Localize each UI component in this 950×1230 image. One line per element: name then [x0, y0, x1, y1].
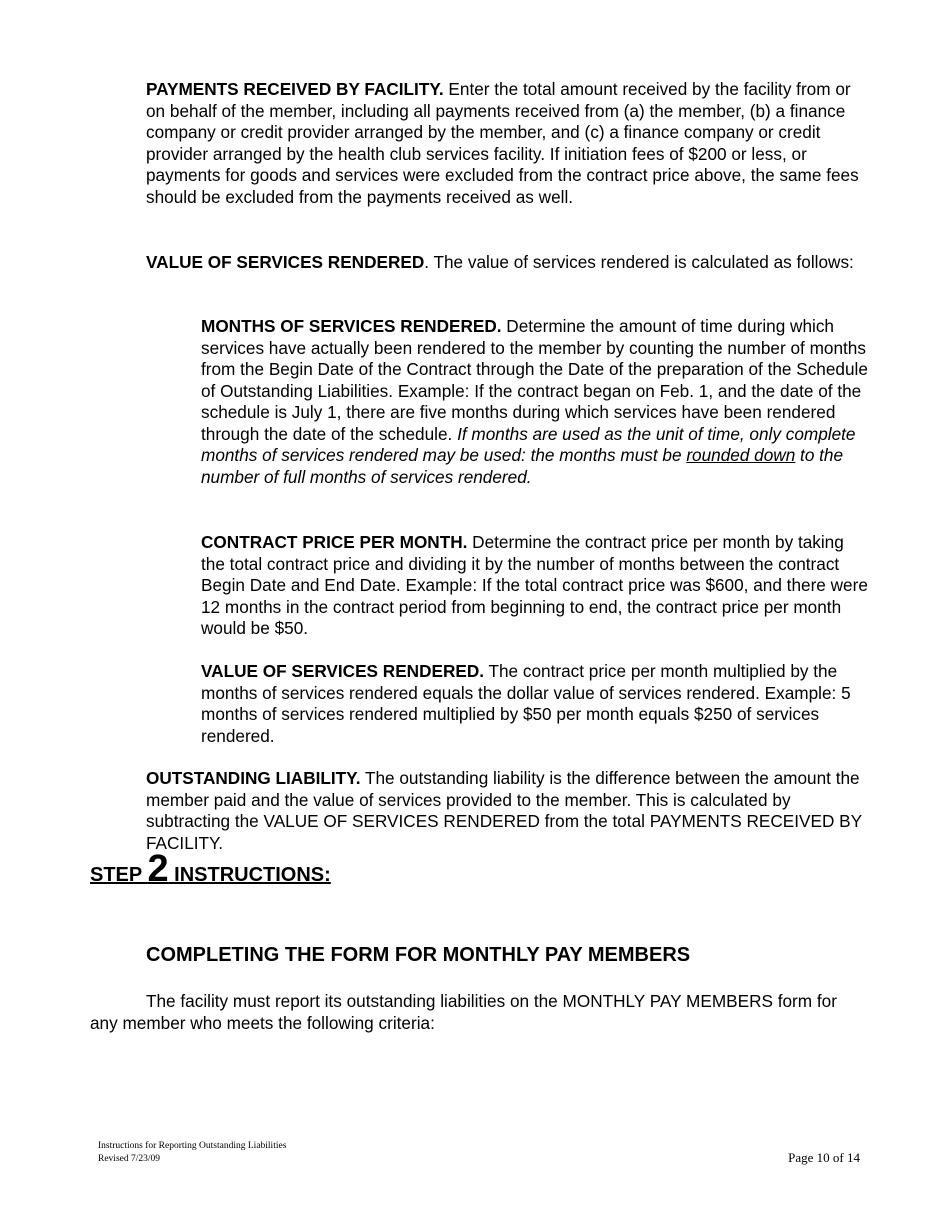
outstanding-liability-paragraph [146, 768, 870, 854]
footer-document-info [98, 1140, 286, 1165]
months-of-services-paragraph [201, 316, 869, 488]
months-of-services-heading: MONTHS OF SERVICES RENDERED. [201, 316, 502, 336]
criteria-paragraph: The facility must report its outstanding liabilities on the MONTHLY PAY MEMBERS form for any member who meets the following criteria: [90, 991, 837, 1033]
step-2-heading [90, 848, 331, 891]
contract-price-paragraph [201, 532, 869, 640]
contract-price-heading: CONTRACT PRICE PER MONTH. [201, 532, 468, 552]
outstanding-liability-heading: OUTSTANDING LIABILITY. [146, 768, 361, 788]
value-of-services-text: . The value of services rendered is calculated as follows: [424, 252, 854, 272]
payments-received-text: Enter the total amount received by the facility from or on behalf of the member, including all payments received from (a) the member, (b) a finance company or credit provider arranged by the member, and (c) a finance company or credit provider arranged by the health club services facility. If initiation fees of $200 or less, or payments for goods and services were excluded from the contract price above, the same fees should be excluded from the payments received as well. [146, 79, 859, 207]
value-of-services-paragraph [146, 252, 870, 274]
step-2-suffix: INSTRUCTIONS: [168, 864, 331, 886]
rounded-down-underline: rounded down [686, 445, 796, 465]
contract-price-text: Determine the contract price per month by taking the total contract price and dividing it by the number of months between the contract Begin Date and End Date. Example: If the total contract price was $600, and there were 12 months in the contract period from beginning to end, the contract price per month would be $50. [201, 532, 868, 638]
step-2-prefix: STEP [90, 864, 148, 886]
footer-doc-title: Instructions for Reporting Outstanding Liabilities [98, 1141, 287, 1151]
payments-received-paragraph [146, 79, 870, 208]
footer-revised-date: Revised 7/23/09 [98, 1153, 161, 1164]
step-2-number: 2 [147, 848, 169, 890]
footer-page-number: Page 10 of 14 [788, 1150, 860, 1165]
months-of-services-text: Determine the amount of time during which services have actually been rendered to the member by counting the number of months from the Begin Date of the Contract through the Date of the preparation of the Schedule of Outstanding Liabilities. Example: If the contract began on Feb. 1, and the date of the schedule is July 1, there are five months during which services have been rendered through the date of the schedule. [201, 316, 868, 444]
months-italic-text-2: to the number of full months of services rendered. [201, 445, 844, 487]
value-rendered-text: The contract price per month multiplied by the months of services rendered equals the dollar value of services rendered. Example: 5 months of services rendered multiplied by $50 per month equals $250 of services rendered. [201, 661, 851, 746]
value-rendered-paragraph [201, 661, 869, 747]
value-rendered-heading: VALUE OF SERVICES RENDERED. [201, 661, 485, 681]
outstanding-liability-text: The outstanding liability is the difference between the amount the member paid and the value of services provided to the member. This is calculated by subtracting the VALUE OF SERVICES RENDERED from the total PAYMENTS RECEIVED BY FACILITY. [146, 768, 862, 853]
monthly-pay-members-heading: COMPLETING THE FORM FOR MONTHLY PAY MEMBERS [146, 944, 691, 966]
payments-received-heading: PAYMENTS RECEIVED BY FACILITY. [146, 79, 444, 99]
value-of-services-heading: VALUE OF SERVICES RENDERED [146, 252, 425, 272]
months-italic-text-1: If months are used as the unit of time, only complete months of services rendered may be used: the months must be [201, 423, 856, 465]
